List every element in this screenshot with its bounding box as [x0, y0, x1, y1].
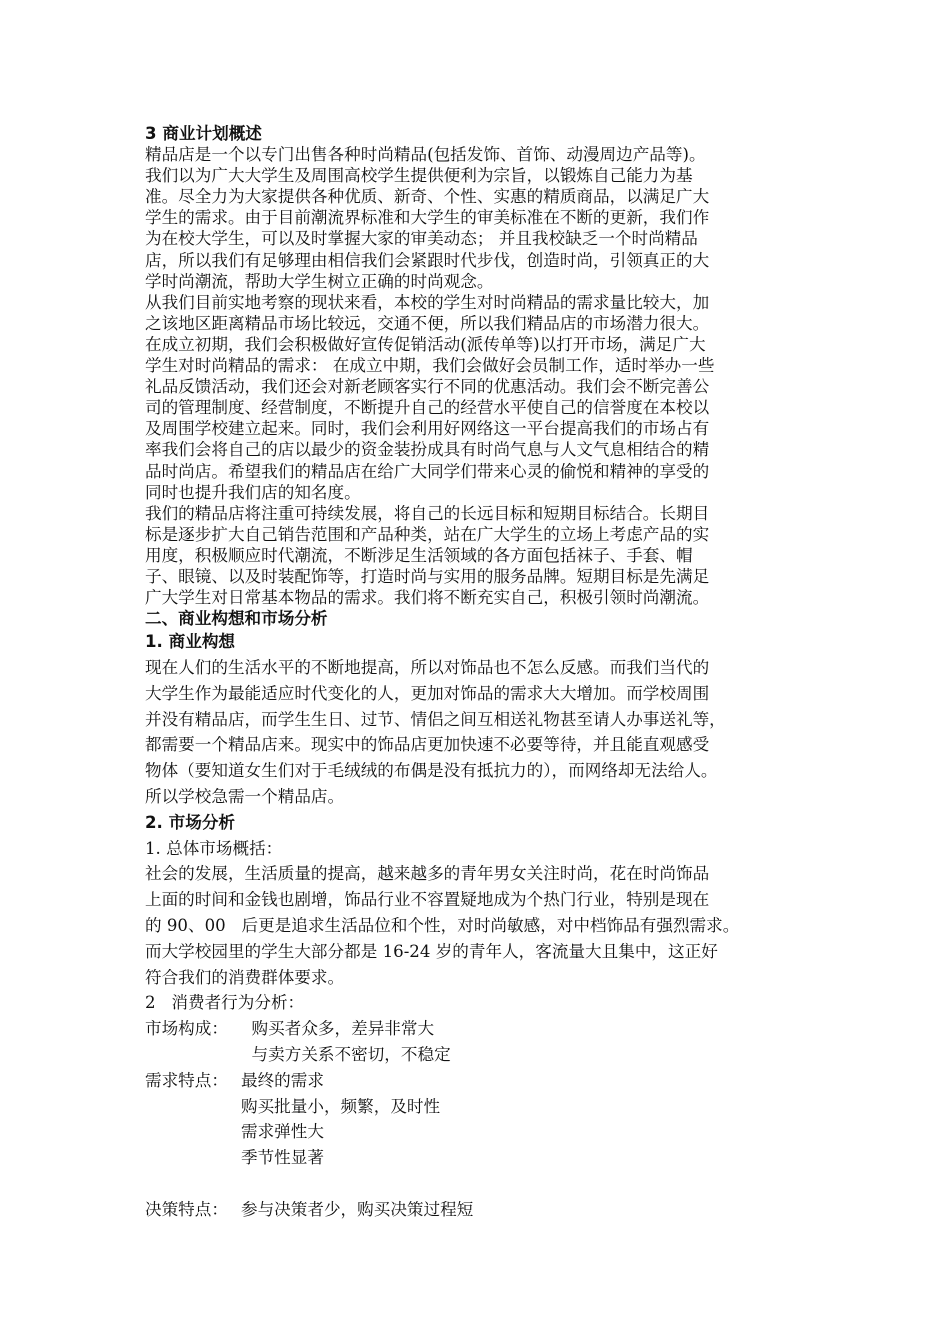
paragraph-line: 品时尚店。希望我们的精品店在给广大同学们带来心灵的偷悦和精神的享受的	[145, 461, 710, 481]
market-structure-value: 与卖方关系不密切，不稳定	[241, 1045, 451, 1064]
demand-value: 季节性显著	[241, 1148, 324, 1168]
paragraph-line: 我们以为广大大学生及周围高校学生提供便利为宗旨，以锻炼自己能力为基	[145, 166, 693, 186]
market-structure-label: 市场构成：	[145, 1019, 228, 1039]
decision-row	[145, 1197, 805, 1223]
market-structure-row	[145, 1016, 805, 1042]
paragraph-line: 的 90、00 后更是追求生活品位和个性，对时尚敏感，对中档饰品有强烈需求。	[145, 916, 740, 936]
paragraph-line: 都需要一个精品店来。现实中的饰品店更加快速不必要等待，并且能直观感受	[145, 735, 710, 755]
paragraph-line: 准。尽全力为大家提供各种优质、新奇、个性、实惠的精质商品，以满足广大	[145, 187, 710, 207]
paragraph-line: 现在人们的生活水平的不断地提高，所以对饰品也不怎么反感。而我们当代的	[145, 658, 710, 678]
paragraph-line: 所以学校急需一个精品店。	[145, 787, 345, 807]
paragraph-line: 在成立初期，我们会积极做好宣传促销活动(派传单等)以打开市场，满足广大	[145, 334, 706, 354]
paragraph-line: 学生的需求。由于目前潮流界标准和大学生的审美标准在不断的更新，我们作	[145, 208, 710, 228]
paragraph-line: 大学生作为最能适应时代变化的人，更加对饰品的需求大大增加。而学校周围	[145, 683, 710, 703]
paragraph-line: 从我们目前实地考察的现状来看，本校的学生对时尚精品的需求量比较大，加	[145, 292, 710, 312]
paragraph-line: 及周围学校建立起来。同时，我们会利用好网络这一平台提高我们的市场占有	[145, 419, 710, 439]
paragraph-line: 并没有精品店，而学生生日、过节、情侣之间互相送礼物甚至请人办事送礼等，	[145, 709, 726, 729]
paragraph-line: 礼品反馈活动，我们还会对新老顾客实行不同的优惠活动。我们会不断完善公	[145, 377, 710, 397]
paragraph-line: 为在校大学生，可以及时掌握大家的审美动态； 并且我校缺乏一个时尚精品	[145, 229, 698, 249]
decision-label: 决策特点：	[145, 1199, 228, 1219]
paragraph-line: 子、眼镜、以及时装配饰等，打造时尚与实用的服务品牌。短期目标是先满足	[145, 566, 710, 586]
heading-market-analysis: 2. 市场分析	[145, 812, 236, 832]
paragraph-line: 同时也提升我们店的知名度。	[145, 482, 361, 502]
market-structure-row	[145, 1042, 805, 1068]
heading-overview: 3 商业计划概述	[145, 124, 262, 143]
paragraph-line: 精品店是一个以专门出售各种时尚精品(包括发饰、首饰、动漫周边产品等)。	[145, 145, 706, 165]
demand-row	[145, 1119, 805, 1145]
paragraph-line: 学生对时尚精品的需求： 在成立中期，我们会做好会员制工作，适时举办一些	[145, 356, 715, 376]
subheading-consumer-behavior: 2 消费者行为分析：	[145, 993, 305, 1013]
demand-row	[145, 1068, 805, 1094]
paragraph-line: 标是逐步扩大自己销告范围和产品种类，站在广大学生的立场上考虑产品的实	[145, 524, 710, 544]
paragraph-line: 学时尚潮流，帮助大学生树立正确的时尚观念。	[145, 271, 494, 291]
paragraph-line: 之该地区距离精品市场比较远，交通不便，所以我们精品店的市场潜力很大。	[145, 313, 710, 333]
demand-value: 需求弹性大	[241, 1122, 324, 1142]
paragraph-line: 店，所以我们有足够理由相信我们会紧跟时代步伐，创造时尚，引领真正的大	[145, 250, 710, 270]
paragraph-line: 上面的时间和金钱也剧增，饰品行业不容置疑地成为个热门行业，特别是现在	[145, 890, 710, 910]
paragraph-line: 用度，积极顺应时代潮流，不断涉足生活领域的各方面包括袜子、手套、帽	[145, 545, 693, 565]
demand-row	[145, 1145, 805, 1171]
paragraph-line: 而大学校园里的学生大部分都是 16-24 岁的青年人，客流量大且集中，这正好	[145, 941, 718, 961]
decision-value: 参与决策者少，购买决策过程短	[241, 1199, 474, 1219]
paragraph-line: 率我们会将自己的店以最少的资金装扮成具有时尚气息与人文气息相结合的精	[145, 440, 710, 460]
section-business-overview	[145, 123, 805, 629]
paragraph-line: 司的管理制度、经营制度，不断提升自己的经营水平使自己的信誉度在本校以	[145, 398, 710, 418]
paragraph-line: 物体（要知道女生们对于毛绒绒的布偶是没有抵抗力的），而网络却无法给人。	[145, 761, 718, 781]
section-concept-and-market	[145, 629, 805, 1222]
paragraph-line: 广大学生对日常基本物品的需求。我们将不断充实自己，积极引领时尚潮流。	[145, 588, 710, 608]
heading-business-concept: 1. 商业构想	[145, 632, 236, 652]
document-page	[145, 123, 805, 1223]
paragraph-line: 我们的精品店将注重可持续发展，将自己的长远目标和短期目标结合。长期目	[145, 503, 710, 523]
demand-value: 购买批量小，频繁，及时性	[241, 1096, 441, 1116]
spacer	[145, 1171, 805, 1197]
demand-label: 需求特点：	[145, 1070, 228, 1090]
paragraph-line: 社会的发展，生活质量的提高，越来越多的青年男女关注时尚，花在时尚饰品	[145, 864, 710, 884]
demand-row	[145, 1094, 805, 1120]
subheading-overall-market: 1. 总体市场概括：	[145, 838, 283, 858]
heading-business-concept-market: 二、商业构想和市场分析	[145, 609, 328, 629]
demand-value: 最终的需求	[241, 1070, 324, 1090]
paragraph-line: 符合我们的消费群体要求。	[145, 967, 345, 987]
market-structure-value: 购买者众多，差异非常大	[241, 1019, 435, 1039]
